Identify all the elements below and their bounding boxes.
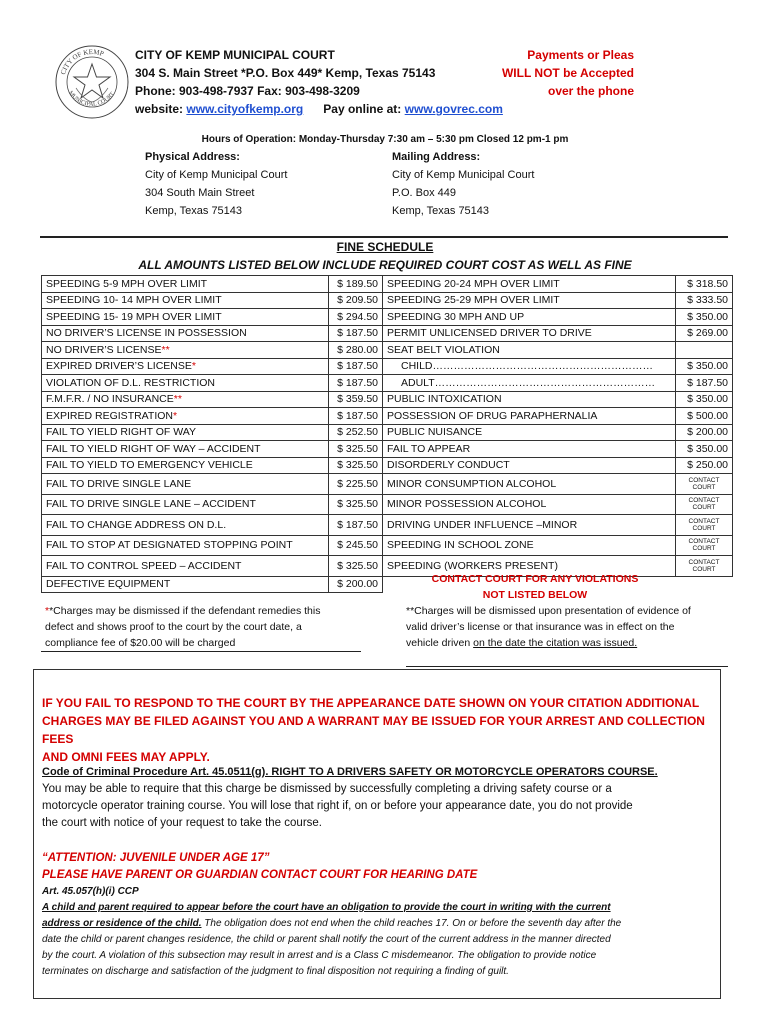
offense-label: SPEEDING 10- 14 MPH OVER LIMIT [42,292,329,309]
offense-label: VIOLATION OF D.L. RESTRICTION [42,375,329,392]
contact-court-line-2: NOT LISTED BELOW [482,589,588,601]
fine-amount: CONTACT COURT [676,556,733,577]
fine-amount: $ 325.50 [329,494,383,515]
note-left [45,603,365,651]
fine-amount: $ 250.00 [676,457,733,474]
note-right-line: vehicle driven on the date the citation was issued. [406,637,638,649]
offense-label: MINOR POSSESSION ALCOHOL [383,494,676,515]
fine-row [42,494,733,515]
hours-of-operation: Hours of Operation: Monday-Thursday 7:30 am – 5:30 pm Closed 12 pm-1 pm [201,134,569,145]
juvenile-subtitle: PLEASE HAVE PARENT OR GUARDIAN CONTACT COURT FOR HEARING DATE [42,869,478,881]
offense-label: SEAT BELT VIOLATION [383,342,676,359]
offense-label: DEFECTIVE EQUIPMENT [42,576,329,593]
fine-schedule-table [41,275,733,593]
offense-label: SPEEDING 30 MPH AND UP [383,309,676,326]
juvenile-notice [42,850,718,884]
fine-amount: $ 187.50 [329,375,383,392]
fine-amount: $ 200.00 [329,576,383,593]
fine-schedule-title: FINE SCHEDULE [336,240,434,254]
physical-address-line: Kemp, Texas 75143 [145,205,243,217]
article-ref: Art. 45.057(h)(i) CCP [42,886,139,897]
fine-amount: $ 500.00 [676,408,733,425]
physical-address-label: Physical Address: [145,151,240,163]
offense-label: FAIL TO CHANGE ADDRESS ON D.L. [42,515,329,536]
offense-label: NO DRIVER’S LICENSE** [42,342,329,359]
fine-amount: $ 187.50 [329,515,383,536]
fine-amount: $ 209.50 [329,292,383,309]
fine-amount: $ 189.50 [329,276,383,293]
divider [406,666,728,667]
fine-amount: $ 294.50 [329,309,383,326]
fine-amount: CONTACT COURT [676,494,733,515]
court-name: CITY OF KEMP MUNICIPAL COURT [135,48,335,62]
mailing-address-line: Kemp, Texas 75143 [392,205,490,217]
offense-label: F.M.F.R. / NO INSURANCE** [42,391,329,408]
offense-label: SPEEDING 5-9 MPH OVER LIMIT [42,276,329,293]
contact-court-line-1: CONTACT COURT FOR ANY VIOLATIONS [431,573,639,585]
payments-line-2: WILL NOT be Accepted [501,66,634,80]
offense-label: SPEEDING 20-24 MPH OVER LIMIT [383,276,676,293]
court-website-row [135,100,503,118]
physical-address-line: 304 South Main Street [145,187,255,199]
website-link[interactable]: www.cityofkemp.org [186,102,304,116]
fine-schedule-subtitle: ALL AMOUNTS LISTED BELOW INCLUDE REQUIRED COURT COST AS WELL AS FINE [138,258,632,272]
offense-label: FAIL TO DRIVE SINGLE LANE [42,474,329,495]
svg-text:CITY OF KEMP: CITY OF KEMP [59,47,105,76]
fine-amount: $ 269.00 [676,325,733,342]
physical-address [145,148,287,220]
fine-row [42,276,733,293]
ccp-line: the court with notice of your request to take the course. [42,817,322,829]
fine-amount: $ 350.00 [676,309,733,326]
offense-label: SPEEDING 25-29 MPH OVER LIMIT [383,292,676,309]
fine-row [42,391,733,408]
fine-amount: $ 350.00 [676,441,733,458]
juvenile-title: “ATTENTION: JUVENILE UNDER AGE 17” [42,852,270,864]
fine-amount: CONTACT COURT [676,535,733,556]
fine-amount: $ 252.50 [329,424,383,441]
payments-line-1: Payments or Pleas [527,48,634,62]
fine-row [42,342,733,359]
fine-amount [676,576,733,593]
court-address: 304 S. Main Street *P.O. Box 449* Kemp, Texas 75143 [135,66,436,80]
fine-amount: $ 245.50 [329,535,383,556]
offense-label: ADULT……………………………………………………… [383,375,676,392]
offense-label: PERMIT UNLICENSED DRIVER TO DRIVE [383,325,676,342]
payments-notice [434,46,634,100]
mailing-address-line: City of Kemp Municipal Court [392,169,535,181]
court-seal [54,44,130,120]
mailing-address-label: Mailing Address: [392,151,481,163]
fine-row [42,309,733,326]
ccp-line: You may be able to require that this charge be dismissed by successfully completing a driving safety course or a [42,783,612,795]
offense-label: FAIL TO STOP AT DESIGNATED STOPPING POINT [42,535,329,556]
fine-row [42,292,733,309]
offense-label: NO DRIVER’S LICENSE IN POSSESSION [42,325,329,342]
fine-amount: $ 318.50 [676,276,733,293]
fine-row [42,424,733,441]
divider [40,236,728,238]
offense-label: SPEEDING IN SCHOOL ZONE [383,535,676,556]
offense-label: PUBLIC INTOXICATION [383,391,676,408]
offense-label: SPEEDING (WORKERS PRESENT) [383,556,676,577]
fine-row [42,474,733,495]
court-phone: Phone: 903-498-7937 Fax: 903-498-3209 [135,84,360,98]
fine-amount: $ 350.00 [676,391,733,408]
fine-amount: $ 325.50 [329,556,383,577]
offense-label: DRIVING UNDER INFLUENCE –MINOR [383,515,676,536]
payments-line-3: over the phone [547,84,634,98]
fine-amount: CONTACT COURT [676,474,733,495]
physical-address-line: City of Kemp Municipal Court [145,169,288,181]
fine-amount: $ 333.50 [676,292,733,309]
fine-row [42,535,733,556]
fine-amount: $ 325.50 [329,457,383,474]
mailing-address-line: P.O. Box 449 [392,187,457,199]
warning-notice [42,694,718,766]
offense-label: MINOR CONSUMPTION ALCOHOL [383,474,676,495]
offense-label: FAIL TO CONTROL SPEED – ACCIDENT [42,556,329,577]
warning-line: CHARGES MAY BE FILED AGAINST YOU AND A WARRANT MAY BE ISSUED FOR YOUR ARREST AND COLLECTION FEES [42,714,705,746]
fine-amount: $ 200.00 [676,424,733,441]
ccp-heading: Code of Criminal Procedure Art. 45.0511(g). RIGHT TO A DRIVERS SAFETY OR MOTORCYCLE OPERATORS COURSE. [42,766,658,778]
warning-line: AND OMNI FEES MAY APPLY. [42,750,210,764]
fine-row [42,325,733,342]
fine-amount: $ 187.50 [329,408,383,425]
note-left-line: **Charges may be dismissed if the defendant remedies this [45,605,321,617]
article-line: by the court. A violation of this subsection may result in arrest and is a Class C misdemeanor. The obligation to provide notice [42,950,597,961]
website-label: website: [135,102,184,116]
fine-amount: CONTACT COURT [676,515,733,536]
mailing-address [392,148,534,220]
fine-row [42,358,733,375]
offense-label: CHILD……………………………………………………… [383,358,676,375]
offense-label: FAIL TO APPEAR [383,441,676,458]
fine-row [42,457,733,474]
fine-amount: $ 350.00 [676,358,733,375]
offense-label: SPEEDING 15- 19 MPH OVER LIMIT [42,309,329,326]
article-line: date the child or parent changes residence, the child or parent shall notify the court of the current address in the manner directed [42,934,611,945]
pay-online-label: Pay online at: [323,102,402,116]
note-right-line: valid driver’s license or that insurance was in effect on the [406,621,675,633]
warning-line: IF YOU FAIL TO RESPOND TO THE COURT BY THE APPEARANCE DATE SHOWN ON YOUR CITATION ADDITIONAL [42,696,700,710]
ccp-line: motorcycle operator training course. You will lose that right if, on or before your appearance date, you do not provide [42,800,633,812]
fine-amount: $ 187.50 [676,375,733,392]
divider [41,651,361,652]
svg-text:MUNICIPAL COURT: MUNICIPAL COURT [67,90,117,108]
offense-label: FAIL TO YIELD RIGHT OF WAY – ACCIDENT [42,441,329,458]
fine-row [42,375,733,392]
fine-amount: $ 225.50 [329,474,383,495]
offense-label: FAIL TO YIELD RIGHT OF WAY [42,424,329,441]
offense-label: FAIL TO DRIVE SINGLE LANE – ACCIDENT [42,494,329,515]
fine-amount: $ 359.50 [329,391,383,408]
fine-row [42,408,733,425]
offense-label: FAIL TO YIELD TO EMERGENCY VEHICLE [42,457,329,474]
fine-amount: $ 187.50 [329,325,383,342]
ccp-section [42,764,718,832]
note-left-line: defect and shows proof to the court by the court date, a [45,621,302,633]
offense-label: EXPIRED REGISTRATION* [42,408,329,425]
contact-court-notice [392,571,678,603]
note-right-line: **Charges will be dismissed upon presentation of evidence of [406,605,691,617]
offense-label: PUBLIC NUISANCE [383,424,676,441]
fine-amount [676,342,733,359]
offense-label: POSSESSION OF DRUG PARAPHERNALIA [383,408,676,425]
offense-label: EXPIRED DRIVER’S LICENSE* [42,358,329,375]
pay-online-link[interactable]: www.govrec.com [404,102,503,116]
article-line: A child and parent required to appear before the court have an obligation to provide the court in writing with the current [42,902,611,913]
article-section [42,884,718,980]
article-line: terminates on discharge and satisfaction of the judgment to final disposition not requiring a finding of guilt. [42,966,509,977]
fine-amount: $ 280.00 [329,342,383,359]
note-left-line: compliance fee of $20.00 will be charged [45,637,236,649]
fine-row [42,515,733,536]
fine-row [42,441,733,458]
fine-amount: $ 325.50 [329,441,383,458]
note-right [406,603,736,651]
article-line: address or residence of the child. The obligation does not end when the child reaches 17. On or before the seventh day after the [42,918,622,929]
fine-amount: $ 187.50 [329,358,383,375]
offense-label: DISORDERLY CONDUCT [383,457,676,474]
